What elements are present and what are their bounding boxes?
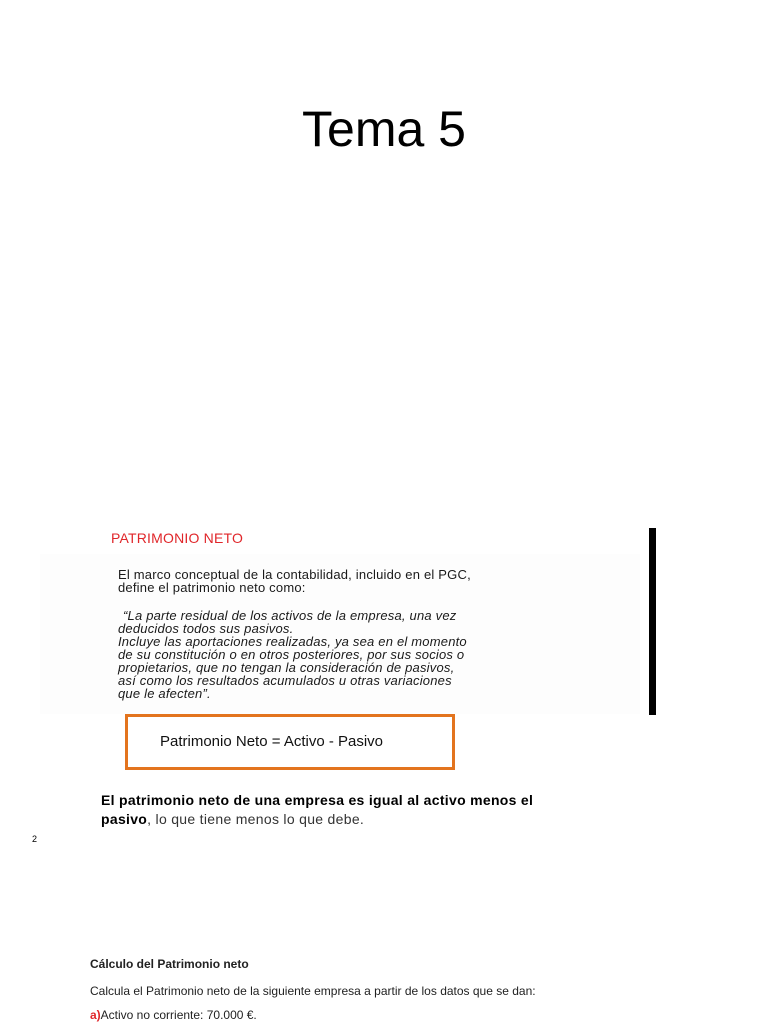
calc-heading: Cálculo del Patrimonio neto bbox=[90, 957, 249, 971]
section-heading: PATRIMONIO NETO bbox=[111, 530, 244, 546]
quote-line: que le afecten”. bbox=[118, 686, 211, 701]
item-label: a) bbox=[90, 1008, 101, 1022]
intro-line: define el patrimonio neto como: bbox=[118, 580, 306, 595]
quote-line: así como los resultados acumulados u otras variaciones bbox=[118, 673, 452, 688]
summary-text bbox=[101, 791, 661, 829]
quote-line: propietarios, que no tengan la consideración de pasivos, bbox=[118, 660, 455, 675]
summary-rest: , lo que tiene menos lo que debe. bbox=[147, 811, 365, 827]
calc-instruction: Calcula el Patrimonio neto de la siguiente empresa a partir de los datos que se dan: bbox=[90, 984, 536, 998]
page-title: Tema 5 bbox=[302, 101, 466, 157]
summary-bold-1: El patrimonio neto de una empresa es igual al activo menos el bbox=[101, 792, 534, 808]
quote-line: de su constitución o en otros posteriores, por sus socios o bbox=[118, 647, 465, 662]
summary-bold-2: pasivo bbox=[101, 811, 148, 827]
intro-text bbox=[118, 568, 618, 594]
quote-line: “La parte residual de los activos de la empresa, una vez bbox=[123, 608, 457, 623]
item-text: Activo no corriente: 70.000 €. bbox=[100, 1008, 257, 1022]
quote-line: deducidos todos sus pasivos. bbox=[118, 621, 294, 636]
vertical-divider bbox=[649, 528, 656, 715]
list-item bbox=[90, 1008, 257, 1022]
page-number: 2 bbox=[32, 834, 38, 844]
formula-text: Patrimonio Neto = Activo - Pasivo bbox=[160, 733, 384, 750]
definition-quote bbox=[118, 609, 638, 700]
intro-line: El marco conceptual de la contabilidad, incluido en el PGC, bbox=[118, 567, 471, 582]
quote-line: Incluye las aportaciones realizadas, ya sea en el momento bbox=[118, 634, 467, 649]
